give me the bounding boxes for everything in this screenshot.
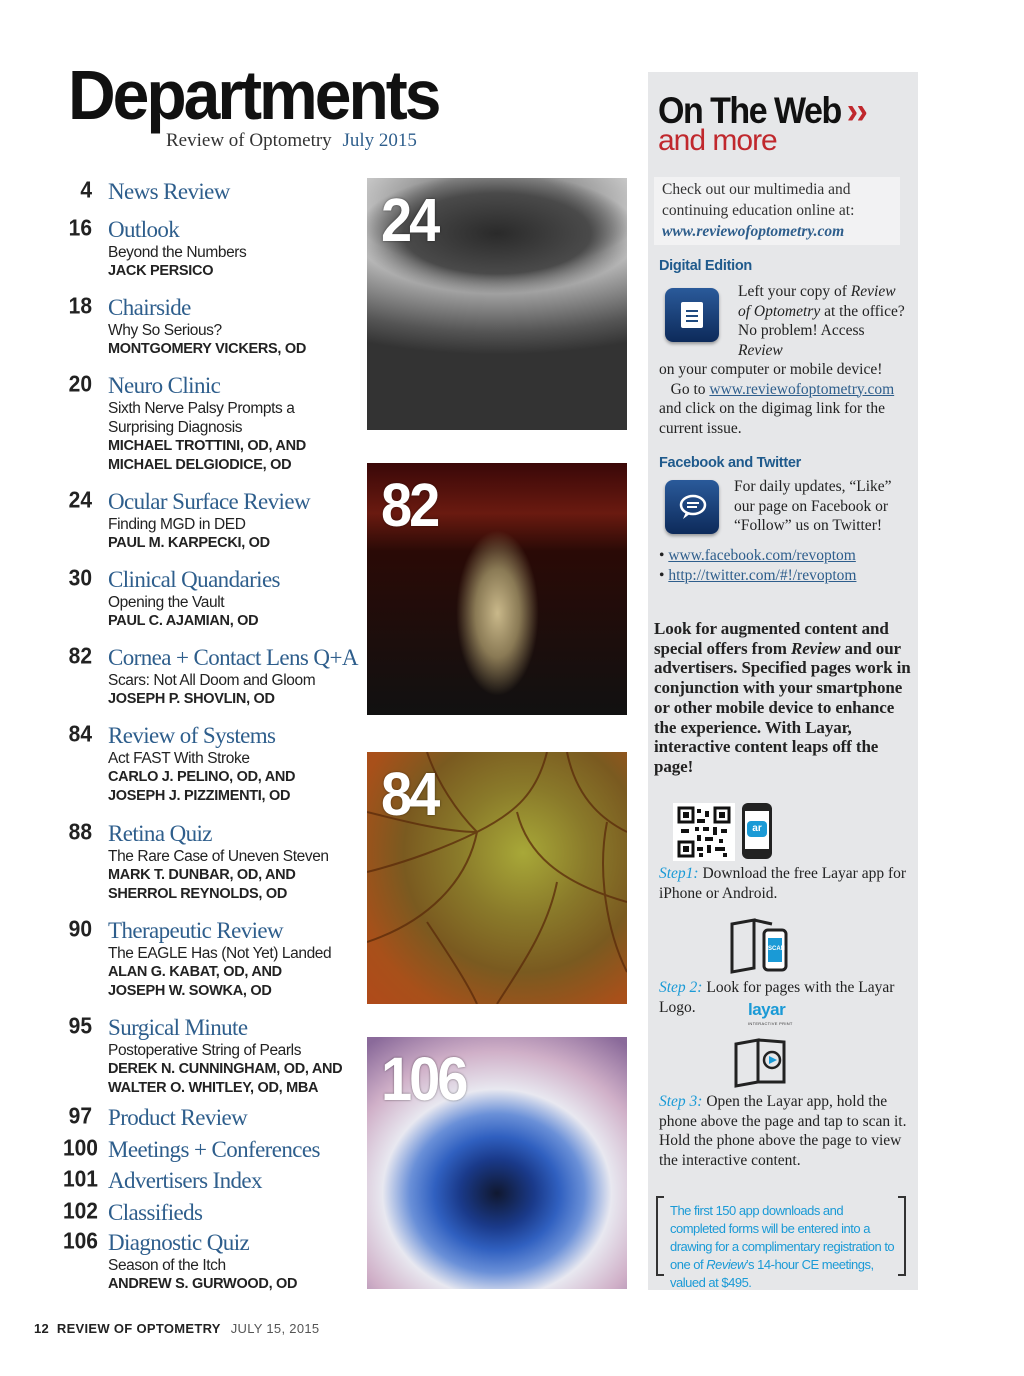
toc-authors: ANDREW S. GURWOOD, OD	[108, 1276, 298, 1292]
toc-page-number: 4	[80, 177, 92, 204]
toc-title[interactable]: Surgical Minute	[108, 1015, 248, 1040]
cornea-scar-photo	[367, 463, 627, 715]
footer-magazine: REVIEW OF OPTOMETRY	[56, 1321, 221, 1336]
toc-entry-body	[108, 820, 368, 904]
toc-entry-body	[108, 917, 368, 1001]
toc-entry-body	[108, 644, 368, 709]
toc-title[interactable]: Classifieds	[108, 1200, 203, 1225]
book-phone-icon	[728, 918, 790, 974]
toc-page-number: 106	[62, 1228, 98, 1255]
toc-title[interactable]: Meetings + Conferences	[108, 1137, 320, 1162]
intro-box	[654, 177, 900, 245]
toc-description: Postoperative String of Pearls	[108, 1042, 302, 1059]
sidebar-subtitle: and more	[658, 124, 777, 157]
toc-entry-body	[108, 1229, 368, 1294]
chat-bubble-icon	[665, 480, 719, 534]
toc-authors: CARLO J. PELINO, OD, AND JOSEPH J. PIZZIMENTI, OD	[108, 769, 296, 804]
toc-authors: MONTGOMERY VICKERS, OD	[108, 341, 307, 357]
toc-authors: DEREK N. CUNNINGHAM, OD, AND WALTER O. WHITLEY, OD, MBA	[108, 1061, 343, 1096]
toc-authors: PAUL M. KARPECKI, OD	[108, 535, 270, 551]
toc-entry-body	[108, 372, 368, 475]
toc-entry-body	[108, 294, 368, 359]
document-app-icon	[665, 288, 719, 342]
toc-page-number: 90	[68, 916, 92, 943]
toc-authors: JACK PERSICO	[108, 263, 214, 279]
toc-title[interactable]: Retina Quiz	[108, 821, 212, 846]
website-link[interactable]: www.reviewofoptometry.com	[662, 223, 845, 240]
toc-page-number: 97	[68, 1103, 92, 1130]
toc-description: Act FAST With Stroke	[108, 750, 250, 767]
toc-page-number: 95	[68, 1013, 92, 1040]
toc-entry-body	[108, 566, 368, 631]
toc-authors: MICHAEL TROTTINI, OD, AND MICHAEL DELGIODICE, OD	[108, 438, 306, 473]
promo-box	[656, 1196, 906, 1290]
toc-entry-body	[108, 1167, 368, 1194]
toc-title[interactable]: Product Review	[108, 1105, 248, 1130]
toc-entry-body	[108, 722, 368, 806]
retina-fundus-photo	[367, 752, 627, 1004]
toc-title[interactable]: Review of Systems	[108, 723, 276, 748]
toc-title[interactable]: Neuro Clinic	[108, 373, 221, 398]
toc-page-number: 88	[68, 819, 92, 846]
toc-entry-body	[108, 488, 368, 553]
toc-page-number: 82	[68, 643, 92, 670]
photo-page-number: 24	[381, 185, 438, 255]
toc-authors: MARK T. DUNBAR, OD, AND SHERROL REYNOLDS, OD	[108, 867, 296, 902]
toc-title[interactable]: Diagnostic Quiz	[108, 1230, 250, 1255]
step-1: Step1: Download the free Layar app for iPhone or Android.	[659, 865, 907, 902]
toc-title[interactable]: Clinical Quandaries	[108, 567, 280, 592]
page-title: Departments	[68, 56, 439, 134]
qr-code-icon	[673, 803, 735, 861]
toc-authors: JOSEPH P. SHOVLIN, OD	[108, 691, 275, 707]
footer-page-number: 12	[34, 1321, 50, 1336]
toc-page-number: 102	[62, 1198, 98, 1225]
book-play-icon	[732, 1038, 788, 1088]
chevron-right-icon: ››	[846, 90, 867, 132]
promo-text: The first 150 app downloads and completed forms will be entered into a drawing for a complimentary registration to one of Review’s 14-hour CE meetings, valued at $495.	[670, 1203, 895, 1290]
blue-iris-photo	[367, 1037, 627, 1289]
toc-page-number: 84	[68, 721, 92, 748]
toc-title[interactable]: Advertisers Index	[108, 1168, 262, 1193]
social-heading: Facebook and Twitter	[659, 455, 801, 471]
eyelid-photo	[367, 178, 627, 430]
toc-description: Scars: Not All Doom and Gloom	[108, 672, 316, 689]
toc-entry-body	[108, 178, 368, 205]
issue-line	[166, 130, 417, 152]
toc-page-number: 20	[68, 371, 92, 398]
toc-title[interactable]: News Review	[108, 179, 230, 204]
social-links: • www.facebook.com/revoptom • http://twitter.com/#!/revoptom	[659, 547, 857, 584]
social-text: For daily updates, “Like” our page on Facebook or “Follow” us on Twitter!	[734, 478, 892, 534]
digimag-link[interactable]: www.reviewofoptometry.com	[709, 380, 895, 398]
toc-authors: ALAN G. KABAT, OD, AND JOSEPH W. SOWKA, OD	[108, 964, 282, 999]
toc-description: The EAGLE Has (Not Yet) Landed	[108, 945, 332, 962]
step-3: Step 3: Open the Layar app, hold the phone above the page and tap to scan it. Hold the phone above the page to view the interactive content.	[659, 1093, 907, 1169]
page-footer	[34, 1321, 319, 1336]
toc-entry-body	[108, 1104, 368, 1131]
toc-entry-body	[108, 1014, 368, 1098]
twitter-link[interactable]: http://twitter.com/#!/revoptom	[668, 566, 857, 584]
toc-description: Why So Serious?	[108, 322, 222, 339]
toc-title[interactable]: Ocular Surface Review	[108, 489, 310, 514]
issue-date: July 2015	[342, 130, 417, 151]
toc-page-number: 24	[68, 487, 92, 514]
digital-edition-heading: Digital Edition	[659, 258, 752, 274]
toc-title[interactable]: Chairside	[108, 295, 191, 320]
toc-page-number: 101	[62, 1166, 98, 1193]
toc-entry-body	[108, 216, 368, 281]
layar-tagline: INTERACTIVE PRINT	[748, 1021, 793, 1026]
toc-title[interactable]: Outlook	[108, 217, 180, 242]
digital-edition-text: Left your copy of Review of Optometry at the office? No problem! Access Review	[738, 283, 905, 359]
scan-label: SCAN	[768, 946, 786, 952]
photo-page-number: 84	[381, 759, 438, 829]
toc-page-number: 30	[68, 565, 92, 592]
toc-title[interactable]: Cornea + Contact Lens Q+A	[108, 645, 358, 670]
layar-logo: layar	[748, 1000, 786, 1019]
photo-page-number: 82	[381, 470, 438, 540]
toc-description: Opening the Vault	[108, 594, 225, 611]
toc-description: Sixth Nerve Palsy Prompts a Surprising Diagnosis	[108, 400, 295, 436]
magazine-name: Review of Optometry	[166, 130, 332, 151]
toc-entry-body	[108, 1199, 368, 1226]
digital-edition-text-cont: on your computer or mobile device! Go to www.reviewofoptometry.com and click on the digimag link for the current issue.	[659, 361, 895, 437]
toc-title[interactable]: Therapeutic Review	[108, 918, 284, 943]
toc-page-number: 16	[68, 215, 92, 242]
photo-page-number: 106	[381, 1044, 466, 1114]
toc-entry-body	[108, 1136, 368, 1163]
intro-text: Check out our multimedia and continuing education online at:	[662, 181, 855, 219]
toc-description: Beyond the Numbers	[108, 244, 247, 261]
toc-page-number: 18	[68, 293, 92, 320]
toc-page-number: 100	[62, 1135, 98, 1162]
toc-authors: PAUL C. AJAMIAN, OD	[108, 613, 259, 629]
step-2: Step 2: Look for pages with the Layar Logo.	[659, 979, 895, 1016]
footer-date: JULY 15, 2015	[230, 1321, 320, 1336]
toc-description: Season of the Itch	[108, 1257, 226, 1274]
sidebar-title-text: On The Web	[658, 90, 841, 132]
phone-icon: ar	[742, 803, 772, 859]
toc-description: The Rare Case of Uneven Steven	[108, 848, 329, 865]
augmented-content-paragraph: Look for augmented content and special offers from Review and our advertisers. Specified pages work in conjunction with your smartphone or other mobile device to enhance the experience. With Layar, interactive content leaps off the page!	[654, 619, 911, 776]
facebook-link[interactable]: www.facebook.com/revoptom	[668, 547, 856, 564]
toc-description: Finding MGD in DED	[108, 516, 246, 533]
